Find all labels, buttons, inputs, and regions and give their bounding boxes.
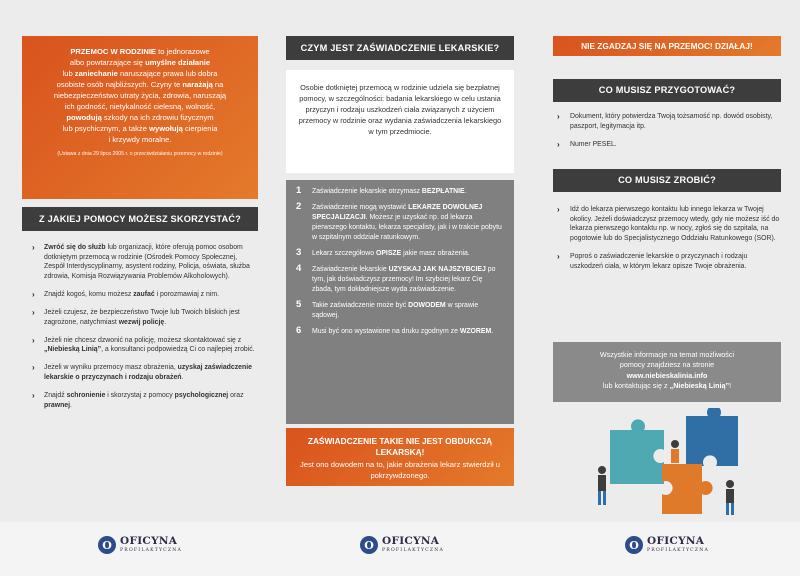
item-number: 6 — [296, 325, 302, 337]
item-text: po tym, jak doświadczysz przemocy! Im szybciej lekarz Cię zbada, tym dokładniejsze wyda zaświadczenie. — [312, 266, 496, 293]
chevron-right-icon: › — [557, 140, 560, 150]
intro-text: cierpienia — [182, 124, 218, 133]
logo-name: OFICYNA — [382, 535, 440, 548]
item-bold: LEKARZE DOWOLNEJ SPECJALIZACJI — [312, 204, 483, 222]
item-text: Zaświadczenie mogą wystawić — [312, 204, 409, 212]
intro-text: lub psychicznym, a także — [62, 124, 150, 133]
logo-mark-icon: O — [360, 536, 378, 554]
item-text: Poproś o zaświadczenie lekarskie o przyczynach i rodzaju uszkodzeń ciała, w którym lekarz opisze Twoje obrażenia. — [570, 253, 748, 270]
item-text: Jeżeli czujesz, że bezpieczeństwo Twoje lub Twoich bliskich jest zagrożone, natychmiast — [44, 308, 240, 326]
item-bold: DOWODEM — [408, 302, 446, 310]
item-text: . — [164, 318, 167, 326]
todo-list — [553, 205, 781, 281]
item-bold: OPISZE — [375, 249, 402, 257]
list-item — [553, 252, 781, 271]
warning-title: ZAŚWIADCZENIE TAKIE NIE JEST OBDUKCJĄ LEKARSKĄ! — [307, 436, 493, 457]
item-text: Jeżeli nie chcesz dzwonić na policję, możesz skontaktować się z — [44, 336, 242, 344]
logo-name: OFICYNA — [647, 535, 705, 548]
item-text: . — [464, 188, 467, 195]
person-figure — [671, 440, 679, 463]
help-list — [32, 243, 258, 419]
item-number: 2 — [296, 201, 302, 213]
logo-subtitle: PROFILAKTYCZNA — [647, 547, 709, 553]
item-text: . Możesz je uzyskać np. od lekarza pierwszego kontaktu, lekarza specjalisty, jak i w trakcie pobytu w szpitalnym oddziale ratunkowym. — [312, 214, 502, 241]
item-bold: prawnej — [44, 401, 71, 409]
logo-subtitle: PROFILAKTYCZNA — [382, 547, 444, 553]
item-bold: UZYSKAJ JAK NAJSZYBCIEJ — [388, 266, 486, 274]
intro-definition-box — [22, 36, 258, 199]
info-text: pomocy znajdziesz na stronie — [619, 360, 715, 370]
intro-text: lub — [62, 69, 75, 78]
item-bold: zaufać — [133, 290, 155, 298]
intro-bold: umyślne działanie — [145, 58, 211, 67]
list-item — [296, 203, 504, 242]
intro-bold: zaniechanie — [74, 69, 118, 78]
puzzle-piece-blue — [686, 408, 738, 466]
chevron-right-icon: › — [32, 391, 35, 401]
item-bold: wezwij policję — [118, 318, 165, 326]
list-item — [296, 246, 504, 259]
list-item — [32, 391, 258, 410]
intro-text: niebezpieczeństwo utraty życia, zdrowia, naruszają — [53, 91, 227, 100]
item-number: 4 — [296, 263, 302, 275]
item-text: Zaświadczenie lekarskie otrzymasz — [312, 188, 422, 195]
item-text: Zaświadczenie lekarskie — [312, 266, 389, 274]
law-citation: (Ustawa z dnia 29 lipca 2005 r. o przeciwdziałaniu przemocy w rodzinie) — [57, 151, 223, 157]
item-bold: WZOREM — [459, 328, 492, 336]
todo-heading: CO MUSISZ ZROBIĆ? — [553, 169, 781, 192]
info-text: lub kontaktując się z — [602, 381, 670, 391]
intro-bold: wywołują — [149, 124, 183, 133]
person-figure — [598, 466, 606, 505]
item-text: Dokument, który potwierdza Twoją tożsamość np. dowód osobisty, paszport, legitymacja itp. — [570, 113, 773, 130]
item-text: Znajdź kogoś, komu możesz — [44, 290, 134, 298]
item-text: Znajdź — [44, 392, 67, 400]
item-text: , a konsultanci podpowiedzą Ci co najlepiej zrobić. — [101, 346, 255, 354]
chevron-right-icon: › — [557, 112, 560, 121]
intro-bold: narażają — [182, 80, 213, 89]
chevron-right-icon: › — [557, 252, 560, 262]
list-item — [32, 243, 258, 281]
info-bold: „Niebieską Linią” — [669, 381, 730, 391]
intro-text: osobiste osób najbliższych. Czyny te — [56, 80, 183, 89]
item-text: Takie zaświadczenie może być — [312, 302, 409, 310]
item-bold: psychologicznej — [174, 392, 229, 400]
item-text: jakie masz obrażenia. — [401, 249, 470, 257]
item-text: oraz — [228, 392, 244, 400]
puzzle-illustration — [580, 408, 780, 520]
item-text: i porozmawiaj z nim. — [154, 290, 220, 298]
intro-text: i krzywdy moralne. — [108, 135, 172, 144]
list-item — [296, 301, 504, 321]
logo-mark-icon: O — [625, 536, 643, 554]
info-text: Wszystkie informacje na temat możliwości — [599, 350, 735, 359]
item-text: . — [70, 401, 72, 409]
prepare-list — [553, 112, 781, 159]
item-text: Musi być ono wystawione na druku zgodnym ze — [312, 328, 460, 336]
intro-text: to jednorazowe — [156, 47, 210, 56]
list-item — [296, 327, 504, 337]
chevron-right-icon: › — [32, 335, 35, 345]
item-text: Lekarz szczegółowo — [312, 249, 376, 257]
website-link[interactable]: www.niebieskalinia.info — [626, 370, 708, 380]
intro-text: albo powtarzające się — [69, 58, 146, 67]
item-number: 1 — [296, 185, 302, 196]
item-bold: uzyskaj zaświadczenie lekarskie o przyczynach i rodzaju obrażeń — [44, 364, 252, 381]
prepare-heading: CO MUSISZ PRZYGOTOWAĆ? — [553, 79, 781, 102]
oficyna-logo — [360, 534, 444, 556]
item-text: Numer PESEL. — [570, 141, 617, 149]
call-to-action-heading: NIE ZGADZAJ SIĘ NA PRZEMOC! DZIAŁAJ! — [553, 36, 781, 56]
chevron-right-icon: › — [32, 363, 35, 373]
item-text: i skorzystaj z pomocy — [105, 392, 175, 400]
puzzle-piece-orange — [662, 464, 713, 514]
logo-mark-icon: O — [98, 536, 116, 554]
list-item — [296, 187, 504, 197]
chevron-right-icon: › — [32, 289, 35, 299]
item-number: 5 — [296, 299, 302, 311]
person-figure — [726, 480, 734, 515]
logo-name: OFICYNA — [120, 535, 178, 548]
intro-text: na — [212, 80, 224, 89]
intro-text: szkody na ich zdrowiu fizycznym — [101, 113, 214, 122]
chevron-right-icon: › — [32, 307, 35, 317]
help-heading: Z JAKIEJ POMOCY MOŻESZ SKORZYSTAĆ? — [22, 207, 258, 231]
list-item — [553, 112, 781, 131]
oficyna-logo — [625, 534, 709, 556]
item-text: . — [491, 328, 494, 336]
certificate-description: Osobie dotkniętej przemocą w rodzinie udziela się bezpłatnej pomocy, w szczególności: badania lekarskiego w celu ustania przyczyn i rodzaju uszkodzeń ciała związanych z użyciem przemocy w rodzinie oraz wydania zaświadczenia lekarskiego w tym przedmiocie. — [286, 70, 514, 173]
item-bold: Zwróć się do służb — [44, 244, 106, 251]
info-text: ! — [729, 381, 732, 391]
list-item — [32, 290, 258, 300]
chevron-right-icon: › — [557, 205, 560, 214]
item-bold: „Niebieską Linią” — [44, 346, 102, 354]
list-item — [32, 308, 258, 327]
chevron-right-icon: › — [32, 243, 35, 252]
oficyna-logo — [98, 534, 182, 556]
warning-text: Jest ono dowodem na to, jakie obrażenia lekarz stwierdził u pokrzywdzonego. — [299, 460, 501, 480]
puzzle-piece-teal — [610, 419, 664, 484]
item-bold: schronienie — [66, 392, 106, 400]
list-item — [296, 265, 504, 294]
item-text: . — [181, 373, 184, 381]
intro-bold: powodują — [66, 113, 102, 122]
item-text: w sprawie sądowej. — [312, 302, 479, 319]
list-item — [553, 140, 781, 150]
item-text: Idź do lekarza pierwszego kontaktu lub innego lekarza w Twojej okolicy. Jeżeli doświadczysz przemocy wtedy, gdy nie możesz iść do lekarza pierwszego kontaktu np. w nocy, zgłoś się do szpitala, na pogotowie lub do Specjalistycznego Oddziału Ratunkowego (SOR). — [570, 206, 780, 242]
item-text: Jeżeli w wyniku przemocy masz obrażenia, — [44, 364, 178, 372]
certificate-heading: CZYM JEST ZAŚWIADCZENIE LEKARSKIE? — [286, 36, 514, 60]
warning-box — [286, 428, 514, 486]
list-item — [553, 205, 781, 243]
intro-bold-1: PRZEMOC W RODZINIE — [70, 47, 156, 56]
list-item — [32, 363, 258, 382]
certificate-facts-list — [286, 180, 514, 424]
list-item — [32, 336, 258, 355]
info-box — [553, 342, 781, 402]
intro-text: naruszające prawa lub dobra — [117, 69, 218, 78]
item-text: lub organizacji, które oferują pomoc osobom dotkniętym przemocą w rodzinie (Ośrodek Pomocy Społecznej, Zespół Interdyscyplinarny, asystent rodziny, Policja, oświata, służba zdrowia, Komisja Rozwiązywania Problemów Alkoholowych). — [44, 244, 250, 280]
intro-text: ich godność, nietykalność cielesną, wolność, — [64, 102, 216, 111]
logo-subtitle: PROFILAKTYCZNA — [120, 547, 182, 553]
item-number: 3 — [296, 246, 302, 258]
item-bold: BEZPŁATNIE — [421, 188, 465, 195]
